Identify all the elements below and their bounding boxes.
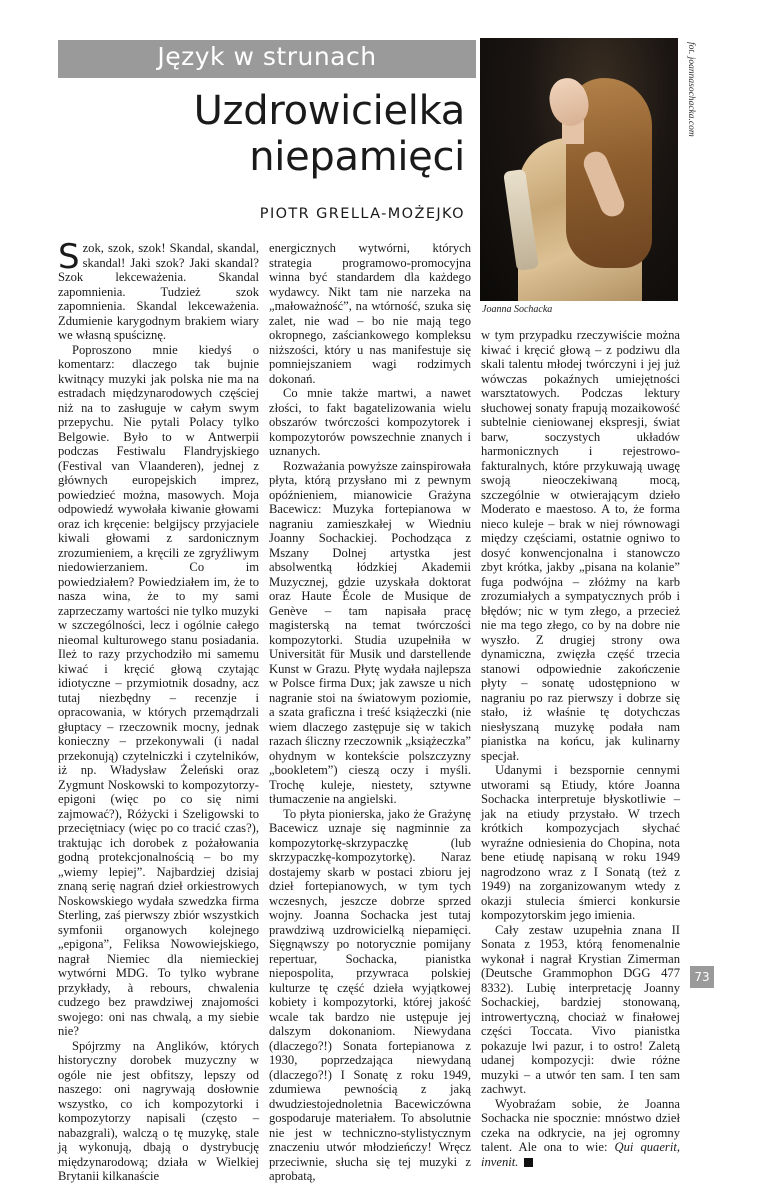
article-title-line-2: niepamięci — [249, 134, 465, 180]
page-number: 73 — [690, 966, 714, 988]
paragraph: To płyta pionierska, jako że Grażynę Bacewicz uznaje się nagminnie za kompozytorkę-skrzypaczkę (lub skrzypaczkę-kompozytorkę). Naraz dostajemy skarb w postaci zbioru jej dzieł fortepianowych, w tym tych wczesnych, jeszcze dobrze sprzed wojny. Joanna Sochacka jest tutaj prawdziwą uzdrowicielką niepamięci. Sięgnąwszy po notorycznie pomijany repertuar, Sochacka, pianistka niepospolita, przywraca polskiej kulturze tę część dzieła wyjątkowej kobiety i kompozytorki, której jakość wcale tak bardzo nie ustępuje jej dalszym dokonaniom. Niewydana (dlaczego?!) Sonata fortepianowa z 1930, poprzedzająca niewydaną (dlaczego?!) I Sonatę z roku 1949, zdumiewa pewnością z jaką dwudziestojednoletnia Bacewiczówna gospodaruje materiałem. To absolutnie nie jest w techniczno-stylistycznym znaczeniu utwór młodzieńczy! Wręcz przeciwnie, słucha się tej muzyki z aprobatą, — [269, 806, 471, 1183]
section-banner — [58, 40, 476, 78]
closing-quote: Qui quaerit, invenit. — [481, 1140, 680, 1169]
end-mark-icon — [524, 1158, 533, 1167]
drop-cap: S — [58, 237, 80, 277]
article-column-1 — [58, 237, 259, 1184]
paragraph — [481, 1097, 680, 1170]
paragraph — [58, 237, 259, 343]
article-column-3 — [481, 328, 680, 1169]
photo-caption: Joanna Sochacka — [482, 304, 553, 315]
paragraph-text: Wyobraźam sobie, że Joanna Sochacka nie spocznie: mnóstwo dzieł czeka na odkrycie, na jej ogromny talent. Ale ona to wie: — [481, 1096, 680, 1154]
paragraph: Co mnie także martwi, a nawet złości, to fakt bagatelizowania wielu obszarów twórczości kompozytorek i kompozytorów powszechnie znanych i uznanych. — [269, 386, 471, 458]
paragraph: Rozważania powyższe zainspirowała płyta, którą przysłano mi z pewnym opóźnieniem, mianowicie Grażyna Bacewicz: Muzyka fortepianowa w nagraniu zamieszkałej w Wiedniu Joanny Sochackiej. Pochodząca z Mszany Dolnej artystka jest absolwentką łódzkiej Akademii Muzycznej, gdzie uzyskała doktorat oraz Haute École de Musique de Genève – tam napisała pracę magisterską na temat twórczości kompozytorki. Studia uzupełniła w Universität für Musik und darstellende Kunst w Grazu. Płytę wydała najlepsza w Polsce firma Dux; jak zawsze u nich nagranie stoi na światowym poziomie, a szata graficzna i treść książeczki (nie wiem dlaczego zastępuje się w takich razach śliczny rzeczownik „książeczka” ohydnym w kontekście polszczyzny „bookletem”) cieszą oczy i myśli. Trochę kuleje, niestety, sztywne tłumaczenie na angielski. — [269, 458, 471, 806]
article-title — [194, 88, 465, 180]
author-byline: PIOTR GRELLA-MOŻEJKO — [259, 206, 465, 222]
portrait-photo — [480, 38, 678, 301]
paragraph: Poproszono mnie kiedyś o komentarz: dlaczego tak bujnie kwitnący muzyki jak polska nie ma na estradach międzynarodowych częściej niż na to zasługuje w całym swym przepychu. Nie pytali Polacy tylko Belgowie. Było to w Antwerpii podczas Festiwalu Flandryjskiego (Festival van Vlaanderen), jednej z głównych europejskich imprez, powiedzieć można, masowych. Moja odpowiedź wywołała kiwanie głowami oraz ich kręcenie: belgijscy przyjaciele kiwali głowami z sardonicznym zrozumieniem, a kręcili ze zgryźliwym niedowierzaniem. Co im powiedziałem? Powiedziałem im, że to nasza wina, że to my sami zaprzeczamy wartości nie tylko muzyki w szczególności, lecz i ogólnie całego nieomal kulturowego stanu posiadania. Ileż to razy przychodziło mi samemu kiwać i kręcić głową czytając idiotyczne – przymiotnik dosadny, acz tutaj niezbędny – recenzje i opracowania, w których przemądrzali głuptacy – rzeczownik mocny, jednak konieczny – przekonywali (i nadal przekonują) czytelniczki i czytelników, iż np. Władysław Żeleński oraz Zygmunt Noskowski to kompozytorzy-epigoni (więc po co się nimi zajmować?), Różycki i Szeligowski to przeciętniacy (więc po co tracić czas?), traktując ich dorobek z pożałowania godną protekcjonalnością – bo my „wiemy lepiej”. Najbardziej dzisiaj znaną serię nagrań dzieł orkiestrowych Noskowskiego wydała szwedzka firma Sterling, zaś pierwszy zbiór wszystkich symfonii organowych kolejnego „epigona”, Feliksa Nowowiejskiego, nagrał Niemiec dla niemieckiej wytwórni MDG. To tylko wybrane przykłady, à rebours, chwalenia cudzego bez prawdziwej znajomości swojego: oni nas chwalą, a my siebie nie? — [58, 342, 259, 1038]
paragraph: Udanymi i bezspornie cennymi utworami są Etiudy, które Joanna Sochacka interpretuje błyskotliwie – jak na etiudy przystało. W trzech krótkich kompozycjach słychać wyraźne odniesienia do Chopina, nota bene etiudę napisaną w roku 1949 nagrodzono wraz z I Sonatą (też z 1949) na zorganizowanym wtedy z okazji stulecia śmierci konkursie kompozytorskim jego imienia. — [481, 763, 680, 922]
paragraph: energicznych wytwórni, których strategia programowo-promocyjna winna być standardem dla każdego wydawcy. Nikt tam nie narzeka na „małoważność”, na wtórność, szuka się zalet, nie wad – bo nie mają tego okropnego, zaściankowego kompleksu niższości, który u nas manifestuje się pomniejszaniem wagi rodzimych dokonań. — [269, 241, 471, 386]
paragraph: Cały zestaw uzupełnia znana II Sonata z 1953, którą fenomenalnie wykonał i nagrał Krystian Zimerman (Deutsche Grammophon DGG 477 8332). Lubię interpretację Joanny Sochackiej, bardziej stonowaną, introwertyczną, chociaż w finałowej części Toccata. Vivo pianistka pokazuje lwi pazur, i to ostro! Zaletą udanej kompozycji: dwie różne muzyki – a utwór ten sam. I ten sam zachwyt. — [481, 922, 680, 1096]
paragraph: Spójrzmy na Anglików, których historyczny dorobek muzyczny w ogóle nie jest obfitszy, lepszy od naszego: oni nagrywają dosłownie wszystko, co ich kompozytorki i kompozytorzy napisali (często – nabazgrali), walczą o tę muzykę, stale ją wykonują, dbają o dystrybucję międzynarodową; działa w Wielkiej Brytanii kilkanaście — [58, 1038, 259, 1183]
paragraph: w tym przypadku rzeczywiście można kiwać i kręcić głową – z podziwu dla skali talentu młodej twórczyni i jej już wówczas pokaźnych umiejętności warsztatowych. Podczas lektury słuchowej sonaty frapują mozaikowość subtelnie cieniowanej ekspresji, świat barw, soczystych układów harmonicznych i rejestrowo-fakturalnych, które przykuwają uwagę swoją nieoczekiwaną mocą, szczególnie w otwierającym dzieło Moderato e maestoso. A to, że forma nieco kuleje – brak w niej równowagi między częściami, ostatnie ogniwo to dosyć konwencjonalna i stanowczo zbyt krótka, jakby „pisana na kolanie” fuga podwójna – złóżmy na karb zrozumiałych a sympatycznych prób i błędów; nic w tym złego, a przecież nie ma tego złego, co by na dobre nie wyszło. Z drugiej strony owa dynamiczna, zwięzła część trzecia stanowi odpowiednie zakończenie płyty – sonatę udostępniono w nagraniu po raz pierwszy i dobrze się stało, iż właśnie tę dotychczas niesłyszaną muzykę podała nam pianistka na końcu, jak kulinarny specjał. — [481, 328, 680, 763]
section-title: Język w strunach — [157, 42, 377, 71]
paragraph-text: zok, szok, szok! Skandal, skandal, skandal! Jaki szok? Jaki skandal? Szok lekceważenia. Skandal zapomnienia. Tudzież szok zapomnienia. Skandal lekceważenia. Zdumienie karygodnym brakiem wiary we własną spuściznę. — [58, 241, 259, 342]
article-title-line-1: Uzdrowicielka — [193, 88, 465, 134]
photo-credit: fot. joannasochacka.com — [686, 42, 696, 137]
article-column-2 — [269, 241, 471, 1184]
